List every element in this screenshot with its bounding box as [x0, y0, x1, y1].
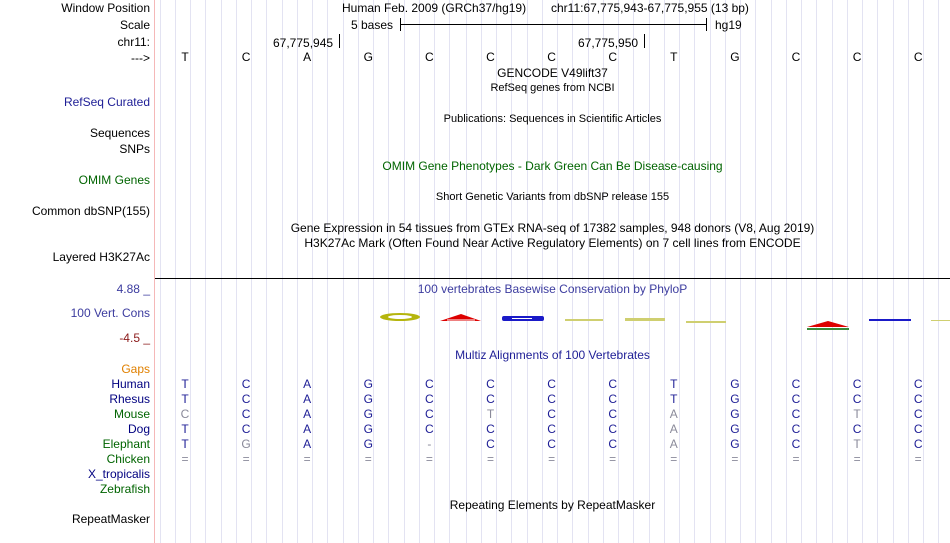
- aligned-base: C: [791, 437, 801, 451]
- aligned-base: T: [486, 407, 495, 421]
- aligned-base: C: [547, 437, 556, 451]
- aligned-base: =: [853, 452, 861, 466]
- label-layered-h3k27ac[interactable]: Layered H3K27Ac: [52, 250, 150, 264]
- aligned-base: =: [731, 452, 739, 466]
- h3k27ac-track-title[interactable]: H3K27Ac Mark (Often Found Near Active Regulatory Elements) on 7 cell lines from ENCODE: [304, 236, 801, 250]
- aligned-base: C: [425, 377, 434, 391]
- label-cons-max: 4.88 _: [116, 282, 150, 296]
- reference-base: C: [852, 50, 862, 64]
- aligned-base: A: [303, 437, 312, 451]
- dbsnp-track-title[interactable]: Short Genetic Variants from dbSNP release 155: [435, 191, 670, 203]
- reference-base: C: [486, 50, 495, 64]
- gtex-track-title[interactable]: Gene Expression in 54 tissues from GTEx RNA-seq of 17382 samples, 948 donors (V8, Aug 2019): [290, 221, 815, 235]
- aligned-base: C: [791, 422, 801, 436]
- aligned-base: C: [608, 392, 618, 406]
- aligned-base: C: [486, 377, 495, 391]
- aligned-base: T: [853, 437, 861, 451]
- aligned-base: C: [241, 377, 251, 391]
- aligned-base: T: [181, 422, 189, 436]
- logo-small-3: [686, 321, 726, 323]
- logo-under-a: [807, 328, 849, 330]
- aligned-base: C: [913, 407, 923, 421]
- aligned-base: =: [548, 452, 556, 466]
- coordinate-label-1: 67,775,945: [273, 36, 334, 50]
- omim-track-title[interactable]: OMIM Gene Phenotypes - Dark Green Can Be Disease-causing: [382, 159, 723, 173]
- aligned-base: C: [852, 392, 862, 406]
- aligned-base: =: [364, 452, 372, 466]
- aligned-base: A: [303, 377, 312, 391]
- aligned-base: C: [852, 377, 862, 391]
- label-window-position: Window Position: [61, 1, 150, 15]
- aligned-base: =: [792, 452, 800, 466]
- aligned-base: A: [303, 392, 312, 406]
- position-label: chr11:67,775,943-67,775,955 (13 bp): [551, 1, 749, 15]
- aligned-base: G: [363, 437, 373, 451]
- aligned-base: T: [181, 377, 189, 391]
- aligned-base: C: [425, 392, 434, 406]
- aligned-base: =: [303, 452, 311, 466]
- aligned-base: T: [181, 392, 189, 406]
- label-snps[interactable]: SNPs: [119, 142, 150, 156]
- reference-base: C: [547, 50, 556, 64]
- aligned-base: C: [241, 422, 251, 436]
- label-strand: --->: [131, 51, 150, 65]
- reference-base: C: [241, 50, 251, 64]
- aligned-base: C: [486, 437, 495, 451]
- aligned-base: T: [670, 392, 678, 406]
- aligned-base: C: [241, 392, 251, 406]
- conservation-logo: [155, 300, 950, 336]
- aligned-base: C: [486, 422, 495, 436]
- scale-bar: [400, 24, 706, 25]
- aligned-base: G: [730, 437, 740, 451]
- reference-base: C: [608, 50, 618, 64]
- aligned-base: G: [363, 392, 373, 406]
- aligned-base: T: [853, 407, 861, 421]
- label-refseq-curated[interactable]: RefSeq Curated: [63, 95, 150, 109]
- aligned-base: C: [791, 392, 801, 406]
- label-scale: Scale: [119, 18, 150, 32]
- aligned-base: =: [609, 452, 617, 466]
- reference-base: C: [913, 50, 923, 64]
- label-cons-min: -4.5 _: [119, 331, 150, 345]
- logo-small-1: [565, 319, 603, 321]
- aligned-base: C: [791, 407, 801, 421]
- aligned-base: C: [608, 407, 618, 421]
- coordinate-label-2: 67,775,950: [578, 36, 639, 50]
- multiz-track-title[interactable]: Multiz Alignments of 100 Vertebrates: [455, 348, 650, 362]
- aligned-base: C: [608, 422, 618, 436]
- reference-base: G: [730, 50, 740, 64]
- aligned-base: C: [547, 392, 556, 406]
- aligned-base: G: [730, 422, 740, 436]
- aligned-base: C: [852, 422, 862, 436]
- aligned-base: C: [241, 407, 251, 421]
- aligned-base: C: [608, 377, 618, 391]
- aligned-base: C: [913, 377, 923, 391]
- label-chrom: chr11:: [117, 35, 150, 49]
- aligned-base: A: [303, 407, 312, 421]
- logo-small-g: [869, 319, 911, 321]
- reference-base: C: [791, 50, 801, 64]
- aligned-base: C: [913, 392, 923, 406]
- aligned-base: C: [547, 407, 556, 421]
- aligned-base: G: [363, 407, 373, 421]
- aligned-base: G: [241, 437, 251, 451]
- label-gaps[interactable]: Gaps: [121, 362, 150, 376]
- label-common-dbsnp[interactable]: Common dbSNP(155): [31, 204, 150, 218]
- scale-bar-right-tick: [706, 18, 707, 31]
- aligned-base: C: [608, 437, 618, 451]
- coordinate-tick-1: [339, 34, 340, 48]
- aligned-base: G: [730, 407, 740, 421]
- reference-base: T: [181, 50, 189, 64]
- label-100-vert-cons[interactable]: 100 Vert. Cons: [70, 306, 150, 320]
- coordinate-tick-2: [644, 34, 645, 48]
- db-label: hg19: [715, 18, 742, 32]
- aligned-base: G: [363, 422, 373, 436]
- aligned-base: A: [669, 437, 678, 451]
- track-divider: [155, 278, 950, 279]
- aligned-base: T: [181, 437, 189, 451]
- aligned-base: =: [914, 452, 922, 466]
- aligned-base: A: [669, 422, 678, 436]
- species-label[interactable]: Human: [111, 377, 150, 391]
- aligned-base: G: [363, 377, 373, 391]
- aligned-base: C: [913, 437, 923, 451]
- assembly-label: Human Feb. 2009 (GRCh37/hg19): [342, 1, 527, 15]
- aligned-base: A: [303, 422, 312, 436]
- aligned-base: G: [730, 392, 740, 406]
- aligned-base: A: [669, 407, 678, 421]
- publications-track-title[interactable]: Publications: Sequences in Scientific Articles: [443, 113, 662, 125]
- label-sequences[interactable]: Sequences: [89, 126, 150, 140]
- aligned-base: T: [670, 377, 678, 391]
- reference-base: T: [670, 50, 678, 64]
- gencode-track-title[interactable]: GENCODE V49lift37: [497, 66, 608, 80]
- reference-base: G: [363, 50, 373, 64]
- species-label[interactable]: Rhesus: [109, 392, 150, 406]
- phylop-track-title[interactable]: 100 vertebrates Basewise Conservation by PhyloP: [417, 282, 688, 296]
- aligned-base: G: [730, 377, 740, 391]
- aligned-base: C: [425, 422, 434, 436]
- species-label[interactable]: Zebrafish: [99, 482, 150, 496]
- aligned-base: C: [913, 422, 923, 436]
- aligned-base: C: [547, 377, 556, 391]
- label-repeatmasker[interactable]: RepeatMasker: [71, 512, 150, 526]
- repeatmasker-track-title[interactable]: Repeating Elements by RepeatMasker: [449, 498, 656, 512]
- aligned-base: C: [791, 377, 801, 391]
- label-omim-genes[interactable]: OMIM Genes: [78, 173, 150, 187]
- reference-base: C: [425, 50, 434, 64]
- refseq-track-title[interactable]: RefSeq genes from NCBI: [490, 82, 615, 94]
- reference-base: A: [303, 50, 312, 64]
- species-label[interactable]: Dog: [127, 422, 150, 436]
- track-label-column: [0, 0, 154, 543]
- aligned-base: =: [425, 452, 433, 466]
- aligned-base: =: [181, 452, 189, 466]
- aligned-base: C: [547, 422, 556, 436]
- aligned-base: -: [427, 437, 432, 451]
- aligned-base: C: [425, 407, 434, 421]
- logo-letter-a-2: [807, 321, 849, 327]
- aligned-base: =: [242, 452, 250, 466]
- species-label[interactable]: Chicken: [106, 452, 150, 466]
- aligned-base: C: [180, 407, 190, 421]
- species-label[interactable]: Mouse: [113, 407, 150, 421]
- species-label[interactable]: Elephant: [102, 437, 150, 451]
- aligned-base: =: [670, 452, 678, 466]
- logo-small-4: [931, 320, 950, 321]
- logo-small-2: [625, 318, 665, 321]
- scale-label: 5 bases: [351, 18, 394, 32]
- aligned-base: =: [486, 452, 494, 466]
- aligned-base: C: [486, 392, 495, 406]
- species-label[interactable]: X_tropicalis: [87, 467, 150, 481]
